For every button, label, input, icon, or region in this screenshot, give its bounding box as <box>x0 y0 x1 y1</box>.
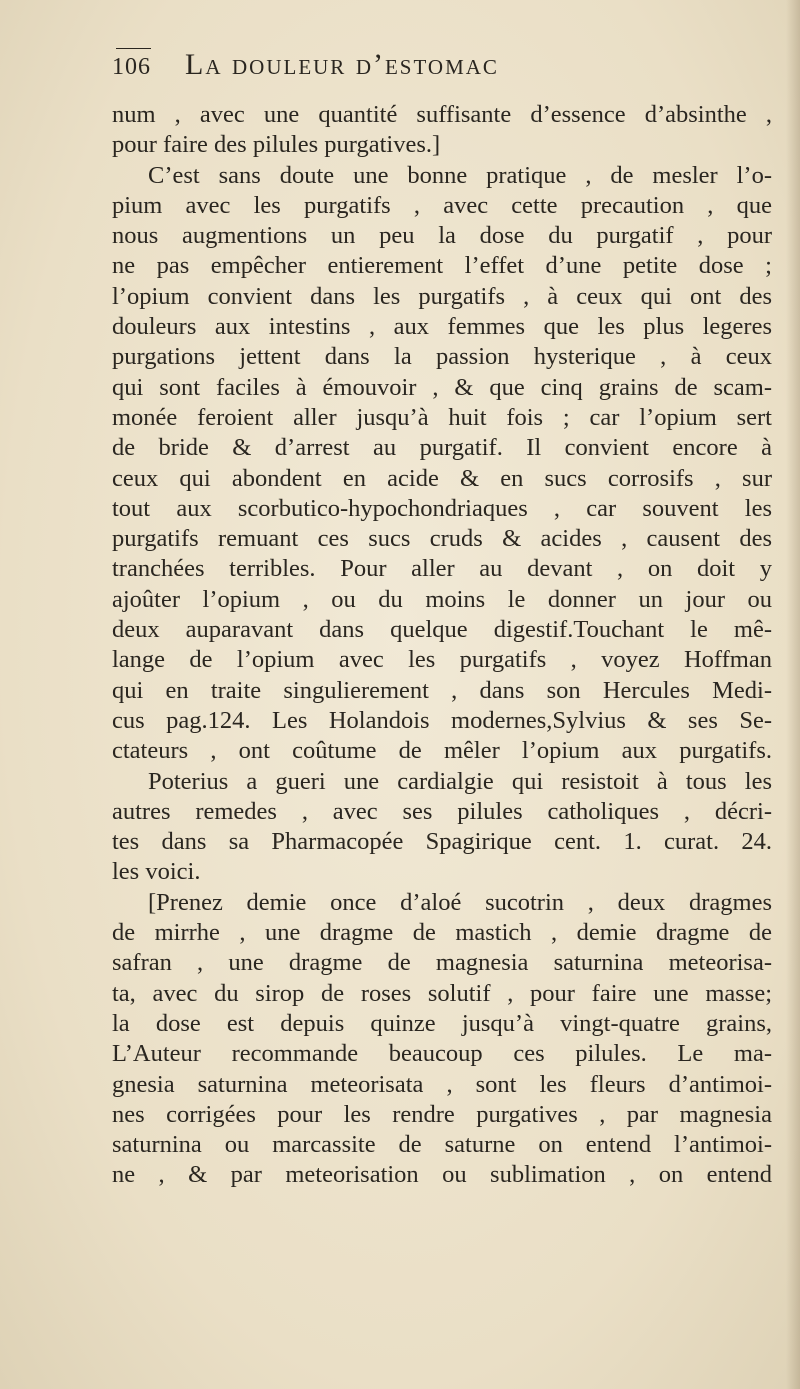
text-line: nes corrigées pour les rendre purgatives , par magnesia <box>112 1100 772 1128</box>
text-line: de mirrhe , une dragme de mastich , demie dragme de <box>112 919 772 947</box>
text-line: ta, avec du sirop de roses solutif , pour faire une masse; <box>112 979 772 1007</box>
text-line: cus pag.124. Les Holandois modernes,Sylvius & ses Se- <box>112 706 772 734</box>
text-line: de bride & d’arrest au purgatif. Il convient encore à <box>112 434 772 462</box>
text-line: num , avec une quantité suffisante d’essence d’absinthe , <box>112 101 772 128</box>
text-line: Poterius a gueri une cardialgie qui resistoit à tous les <box>148 767 772 795</box>
text-line: nous augmentions un peu la dose du purgatif , pour <box>112 222 772 250</box>
text-line: ne pas empêcher entierement l’effet d’une petite dose ; <box>112 252 772 280</box>
text-line: [Prenez demie once d’aloé sucotrin , deux dragmes <box>148 888 772 916</box>
text-line: purgations jettent dans la passion hysterique , à ceux <box>112 343 772 371</box>
text-line: C’est sans doute une bonne pratique , de mesler l’o- <box>148 161 772 189</box>
running-title: La douleur d’estomac <box>185 48 499 81</box>
page-number: 106 <box>112 54 151 80</box>
text-line: l’opium convient dans les purgatifs , à ceux qui ont des <box>112 282 772 310</box>
text-line: ajoûter l’opium , ou du moins le donner un jour ou <box>112 585 772 613</box>
text-line: saturnina ou marcassite de saturne on entend l’antimoi- <box>112 1131 772 1159</box>
text-line: douleurs aux intestins , aux femmes que les plus legeres <box>112 313 772 341</box>
text-line: lange de l’opium avec les purgatifs , voyez Hoffman <box>112 646 772 674</box>
text-line: pium avec les purgatifs , avec cette precaution , que <box>112 191 772 219</box>
text-line: autres remedes , avec ses pilules catholiques , décri- <box>112 797 772 825</box>
text-line: safran , une dragme de magnesia saturnina meteorisa- <box>112 949 772 977</box>
text-line: ceux qui abondent en acide & en sucs corrosifs , sur <box>112 464 772 492</box>
text-line: gnesia saturnina meteorisata , sont les fleurs d’antimoi- <box>112 1070 772 1098</box>
text-line: tes dans sa Pharmacopée Spagirique cent. 1. curat. 24. <box>112 828 772 856</box>
text-line: monée feroient aller jusqu’à huit fois ; car l’opium sert <box>112 403 772 431</box>
text-line: les voici. <box>112 858 201 886</box>
text-line: tout aux scorbutico-hypochondriaques , car souvent les <box>112 494 772 522</box>
page-edge-shadow <box>786 0 800 1389</box>
text-line: la dose est depuis quinze jusqu’à vingt-quatre grains, <box>112 1009 772 1037</box>
page-text <box>112 48 772 1191</box>
text-line: qui sont faciles à émouvoir , & que cinq grains de scam- <box>112 373 772 401</box>
text-line: pour faire des pilules purgatives.] <box>112 131 441 159</box>
text-line: tranchées terribles. Pour aller au devant , on doit y <box>112 555 772 583</box>
text-line: deux auparavant dans quelque digestif.Touchant le mê- <box>112 616 772 644</box>
running-head <box>112 48 772 100</box>
text-line: qui en traite singulierement , dans son Hercules Medi- <box>112 676 772 704</box>
text-line: L’Auteur recommande beaucoup ces pilules. Le ma- <box>112 1040 772 1068</box>
text-line: ne , & par meteorisation ou sublimation , on entend <box>112 1161 772 1189</box>
text-line: purgatifs remuant ces sucs cruds & acides , causent des <box>112 525 772 553</box>
text-line: ctateurs , ont coûtume de mêler l’opium aux purgatifs. <box>112 737 772 765</box>
